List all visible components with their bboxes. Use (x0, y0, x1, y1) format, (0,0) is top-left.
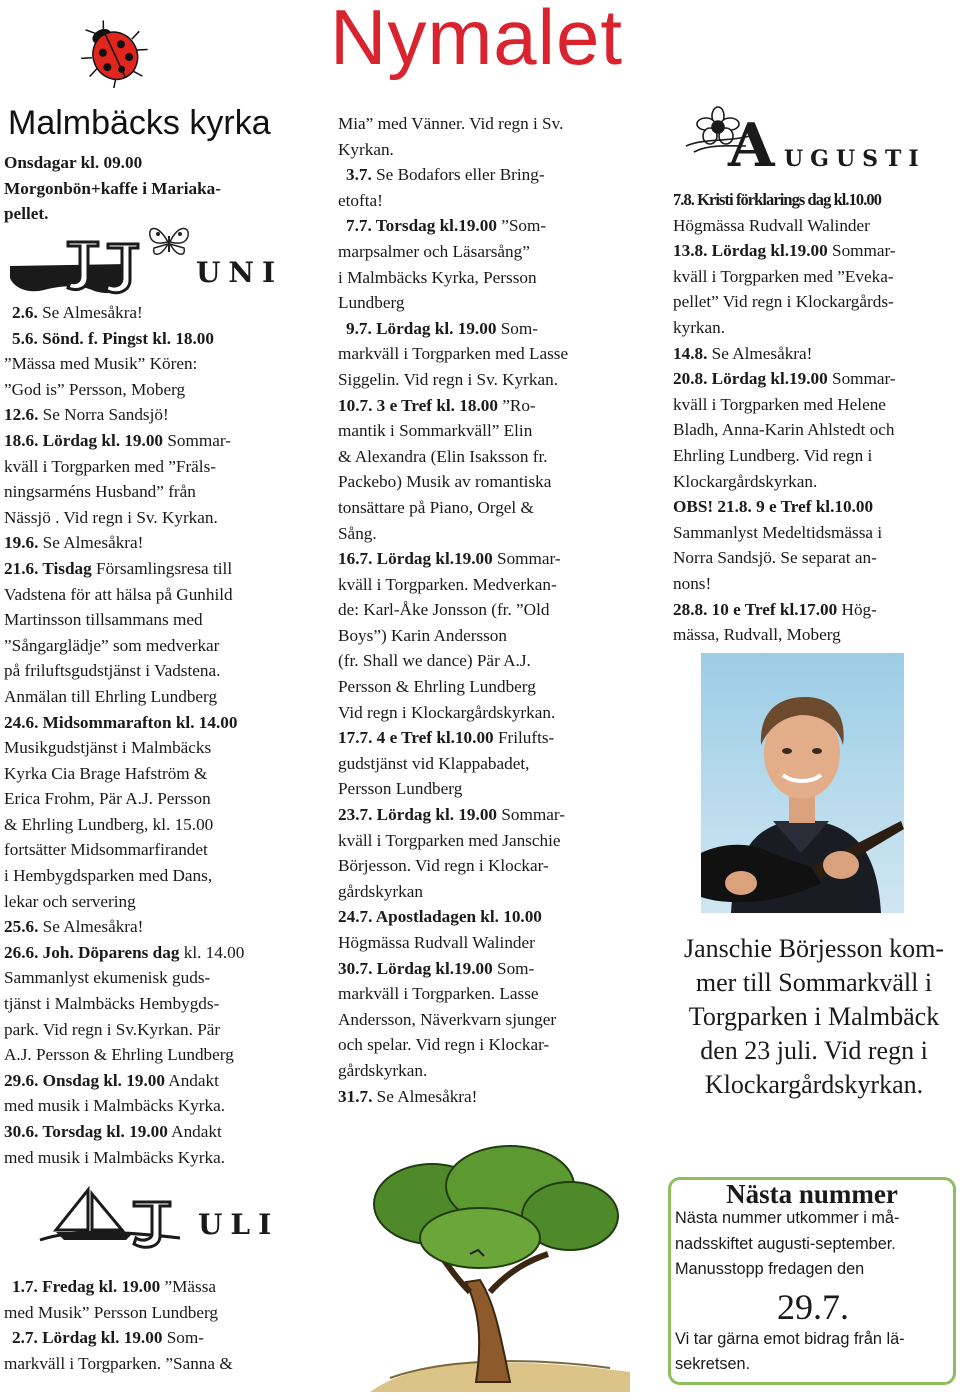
next-issue-text (675, 1206, 951, 1283)
event-line: 23.7. Lördag kl. 19.00 Sommar- (338, 805, 565, 825)
column-3 (673, 187, 957, 648)
july-heading (30, 1186, 290, 1256)
event-line: lekar och servering (4, 891, 136, 911)
event-line: ”Sångarglädje” som medverkar (4, 635, 220, 655)
event-line: kväll i Torgparken. Medverkan- (338, 574, 557, 594)
event-line: kväll i Torgparken med Janschie (338, 830, 561, 850)
event-line: 14.8. Se Almesåkra! (673, 343, 813, 363)
event-line: ”Mässa med Musik” Kören: (4, 354, 198, 374)
event-line: mantik i Sommarkväll” Elin (338, 421, 533, 441)
event-line: 1.7. Fredag kl. 19.00 ”Mässa (12, 1277, 217, 1296)
event-line: 3.7. Se Bodafors eller Bring- (346, 165, 545, 185)
june-heading (8, 228, 298, 298)
event-line: Boys”) Karin Andersson (338, 625, 507, 645)
event-line: 5.6. Sönd. f. Pingst kl. 18.00 (12, 328, 214, 348)
event-line: ningsarméns Husband” från (4, 482, 196, 502)
column-1 (4, 150, 324, 227)
event-line: kyrkan. (673, 317, 726, 337)
intro-line: pellet. (4, 204, 49, 224)
event-line: Siggelin. Vid regn i Sv. Kyrkan. (338, 369, 559, 389)
event-line: med Musik” Persson Lundberg (4, 1302, 219, 1322)
event-line: tonsättare på Piano, Orgel & (338, 497, 534, 517)
event-line: 12.6. Se Norra Sandsjö! (4, 405, 169, 425)
manus-date: 29.7. (777, 1286, 849, 1327)
event-line: 30.7. Lördag kl.19.00 Som- (338, 958, 535, 978)
next-issue-title: Nästa nummer (726, 1179, 898, 1209)
janschie-photo (701, 653, 904, 913)
event-line: Norra Sandsjö. Se separat an- (673, 548, 877, 568)
event-line: 21.6. Tisdag Församlingsresa till (4, 558, 233, 578)
event-line: ”God is” Persson, Moberg (4, 379, 186, 399)
event-line: Packebo) Musik av romantiska (338, 472, 552, 492)
event-line: gårdskyrkan (338, 881, 423, 901)
intro-block (4, 150, 324, 227)
event-line: pellet” Vid regn i Klockargårds- (673, 292, 894, 312)
event-line: (fr. Shall we dance) Pär A.J. (338, 651, 531, 671)
event-line: 29.6. Onsdag kl. 19.00 Andakt (4, 1070, 219, 1090)
august-heading (684, 106, 954, 186)
event-line: Kyrka Cia Brage Hafström & (4, 763, 208, 783)
column-2 (338, 111, 658, 1109)
event-line: 18.6. Lördag kl. 19.00 Sommar- (4, 430, 231, 450)
event-line: Vid regn i Klockargårdskyrkan. (338, 702, 556, 722)
event-line: Sammanlyst ekumenisk guds- (4, 968, 211, 988)
event-line: 25.6. Se Almesåkra! (4, 917, 144, 937)
event-line: Klockargårdskyrkan. (673, 471, 818, 491)
event-line: Högmässa Rudvall Walinder (338, 933, 535, 952)
event-line: 2.6. Se Almesåkra! (12, 303, 143, 322)
masthead: Nymalet (330, 0, 624, 81)
event-line: 20.8. Lördag kl.19.00 Sommar- (673, 369, 896, 389)
event-line: Vadstena för att hälsa på Gunhild (4, 584, 233, 604)
event-line: Sång. (338, 523, 377, 543)
event-line: Sammanlyst Medeltidsmässa i (673, 522, 883, 542)
event-line: Bladh, Anna-Karin Ahlstedt och (673, 420, 895, 440)
event-line: 9.7. Lördag kl. 19.00 Som- (346, 318, 538, 338)
event-line: Persson Lundberg (338, 779, 463, 799)
event-line: Martinsson tillsammans med (4, 610, 203, 630)
next-issue-footer-line: sekretsen. (675, 1355, 751, 1373)
event-line: tjänst i Malmbäcks Hembygds- (4, 994, 220, 1014)
event-line: i Hembygdsparken med Dans, (4, 866, 213, 886)
event-line: kväll i Torgparken med ”Fräls- (4, 456, 216, 476)
august-heading-text: UGUSTI (784, 146, 926, 172)
caption-line: Klockargårdskyrkan. (704, 1070, 924, 1099)
sailboat-icon (30, 1186, 200, 1256)
photo-caption (668, 932, 960, 1102)
next-issue-footer-line: Vi tar gärna emot bidrag från lä- (675, 1329, 905, 1348)
june-heading-text: UNI (196, 256, 284, 289)
next-issue-line: Manusstopp fredagen den (675, 1260, 865, 1278)
event-line: gårdskyrkan. (338, 1060, 428, 1080)
tree-icon (370, 1142, 630, 1392)
event-line: 30.6. Torsdag kl. 19.00 Andakt (4, 1122, 222, 1141)
event-line: Persson & Ehrling Lundberg (338, 677, 536, 697)
event-line: Andersson, Näverkvarn sjunger (338, 1009, 557, 1029)
july-events-start (4, 1274, 324, 1376)
event-line: 24.6. Midsommarafton kl. 14.00 (4, 712, 238, 732)
event-line: Högmässa Rudvall Walinder (673, 215, 870, 235)
event-line: kväll i Torgparken med ”Eveka- (673, 266, 894, 286)
event-line: 16.7. Lördag kl.19.00 Sommar- (338, 549, 561, 569)
event-line: fortsätter Midsommarfirandet (4, 840, 208, 860)
event-line: & Ehrling Lundberg, kl. 15.00 (4, 814, 214, 834)
event-line: 24.7. Apostladagen kl. 10.00 (338, 907, 542, 927)
caption-line: Janschie Börjesson kom- (684, 934, 944, 963)
event-line: 17.7. 4 e Tref kl.10.00 Frilufts- (338, 728, 555, 748)
event-line: 7.8. Kristi förklarings dag kl.10.00 (673, 190, 882, 209)
caption-line: mer till Sommarkväll i (695, 968, 933, 997)
next-issue-box (668, 1177, 956, 1385)
event-line: A.J. Persson & Ehrling Lundberg (4, 1045, 234, 1065)
event-line: nons! (673, 573, 712, 593)
event-line: 7.7. Torsdag kl.19.00 ”Som- (346, 216, 547, 236)
ladybug-icon (78, 18, 150, 88)
event-line: marpsalmer och Läsarsång” (338, 241, 530, 261)
event-line: 19.6. Se Almesåkra! (4, 533, 144, 553)
event-line: de: Karl-Åke Jonsson (fr. ”Old (338, 600, 550, 620)
caption-line: den 23 juli. Vid regn i (700, 1036, 928, 1065)
event-line: i Malmbäcks Kyrka, Persson (338, 267, 537, 287)
butterfly-icon (146, 222, 192, 262)
event-line: och spelar. Vid regn i Klockar- (338, 1035, 550, 1055)
event-line: etofta! (338, 190, 383, 210)
next-issue-line: Nästa nummer utkommer i må- (675, 1209, 900, 1227)
event-line: Lundberg (338, 293, 405, 313)
event-line: Erica Frohm, Pär A.J. Persson (4, 789, 211, 809)
event-line: OBS! 21.8. 9 e Tref kl.10.00 (673, 497, 874, 517)
event-line: park. Vid regn i Sv.Kyrkan. Pär (4, 1019, 221, 1039)
june-events (4, 300, 324, 1170)
event-line: Kyrkan. (338, 139, 394, 159)
event-line: med musik i Malmbäcks Kyrka. (4, 1096, 226, 1116)
event-line: 31.7. Se Almesåkra! (338, 1086, 478, 1106)
event-line: markväll i Torgparken med Lasse (338, 344, 569, 364)
event-line: 10.7. 3 e Tref kl. 18.00 ”Ro- (338, 395, 536, 415)
event-line: gudstjänst vid Klappabadet, (338, 753, 530, 773)
event-line: markväll i Torgparken. ”Sanna & (4, 1353, 233, 1373)
event-line: Börjesson. Vid regn i Klockar- (338, 856, 549, 876)
event-line: 2.7. Lördag kl. 19.00 Som- (12, 1328, 204, 1348)
next-issue-footer (675, 1327, 951, 1378)
church-title: Malmbäcks kyrka (8, 104, 271, 142)
event-line: Ehrling Lundberg. Vid regn i (673, 445, 873, 465)
event-line: Musikgudstjänst i Malmbäcks (4, 738, 212, 758)
next-issue-line: nadsskiftet augusti-september. (675, 1234, 896, 1253)
event-line: mässa, Rudvall, Moberg (673, 625, 841, 645)
event-line: med musik i Malmbäcks Kyrka. (4, 1147, 226, 1167)
july-heading-text: ULI (198, 1208, 280, 1241)
caption-line: Torgparken i Malmbäck (688, 1002, 940, 1031)
event-line: & Alexandra (Elin Isaksson fr. (338, 446, 548, 466)
intro-line: Onsdagar kl. 09.00 (4, 153, 143, 172)
event-line: på friluftsgudstjänst i Vadstena. (4, 661, 221, 681)
event-line: 28.8. 10 e Tref kl.17.00 Hög- (673, 599, 877, 619)
event-line: Mia” med Vänner. Vid regn i Sv. (338, 114, 564, 133)
event-line: 26.6. Joh. Döparens dag kl. 14.00 (4, 942, 245, 962)
event-line: 13.8. Lördag kl.19.00 Sommar- (673, 241, 896, 261)
event-line: markväll i Torgparken. Lasse (338, 984, 539, 1004)
event-line: kväll i Torgparken med Helene (673, 394, 886, 414)
august-initial: A (728, 111, 775, 181)
intro-line: Morgonbön+kaffe i Mariaka- (4, 178, 221, 198)
event-line: Nässjö . Vid regn i Sv. Kyrkan. (4, 507, 218, 527)
event-line: Anmälan till Ehrling Lundberg (4, 686, 218, 706)
